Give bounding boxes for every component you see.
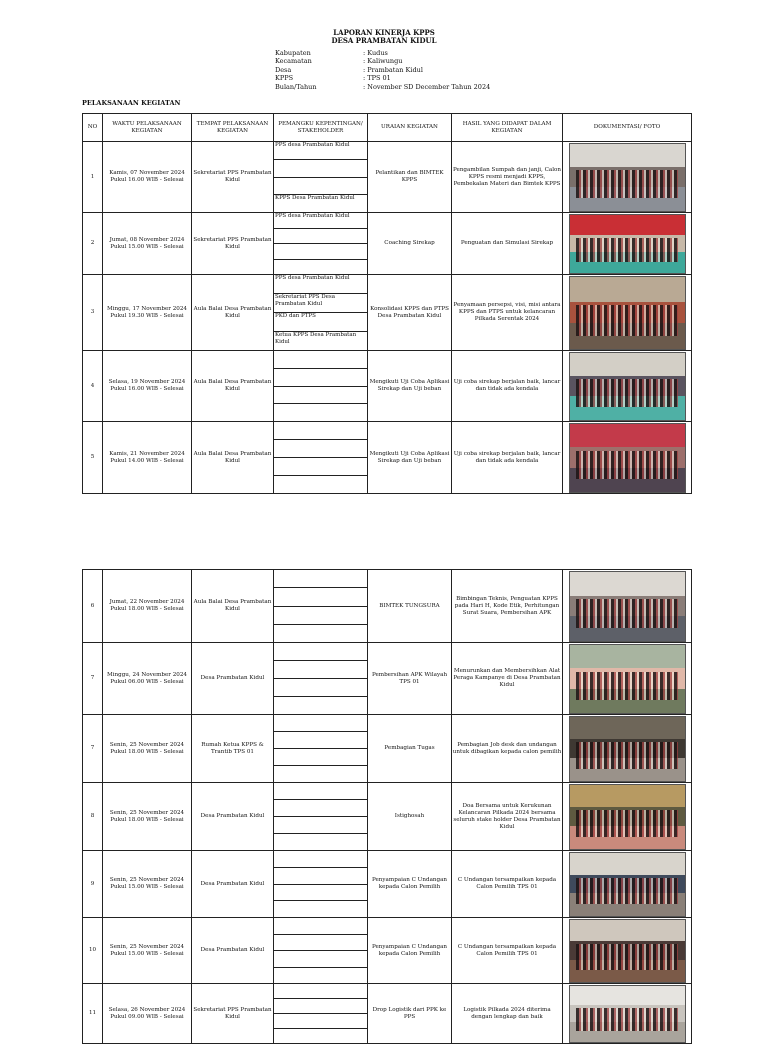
meta-value: : Kudus <box>363 49 388 57</box>
stakeholder-entry <box>274 851 367 868</box>
photo-band <box>570 277 685 302</box>
activity-time: Senin, 25 November 2024 Pukul 15.00 WIB - Selesai <box>103 918 192 984</box>
stakeholder-entry <box>274 661 367 679</box>
meta-row <box>275 83 490 91</box>
stakeholder-entry <box>274 935 367 952</box>
activity-result: C Undangan tersampaikan kepada Calon Pemilih TPS 01 <box>452 851 563 918</box>
activity-result: C Undangan tersampaikan kepada Calon Pemilih TPS 01 <box>452 918 563 984</box>
stakeholder-cell <box>274 213 368 275</box>
activity-result: Menurunkan dan Membersihkan Alat Peraga Kampanye di Desa Prambatan Kidul <box>452 643 563 715</box>
activity-description: Mengikuti Uji Coba Aplikasi Sirekap dan Uji beban <box>368 422 452 494</box>
stakeholder-entry <box>274 749 367 766</box>
stakeholder-entry <box>274 766 367 782</box>
table-row <box>83 213 692 275</box>
documentation-photo <box>569 644 686 714</box>
stakeholder-entry <box>274 229 367 245</box>
stakeholder-entry <box>274 868 367 885</box>
meta-row <box>275 57 490 65</box>
activity-time: Jumat, 08 November 2024 Pukul 15.00 WIB - Selesai <box>103 213 192 275</box>
column-header: WAKTU PELAKSANAAN KEGIATAN <box>103 114 192 142</box>
photo-band <box>570 853 685 875</box>
stakeholder-entry: PKD dan PTPS <box>274 313 367 332</box>
photo-band <box>570 353 685 376</box>
activity-place: Aula Balai Desa Prambatan Kidul <box>192 570 274 643</box>
photo-people <box>576 810 677 837</box>
table-row <box>83 142 692 213</box>
stakeholder-entry: PPS desa Prambatan Kidul <box>274 275 367 294</box>
stakeholder-cell <box>274 570 368 643</box>
documentation-photo <box>569 571 686 642</box>
meta-label: KPPS <box>275 74 294 83</box>
meta-row <box>275 66 490 74</box>
activity-description: Mengikuti Uji Coba Aplikasi Sirekap dan Uji beban <box>368 351 452 422</box>
table-row <box>83 984 692 1044</box>
stakeholder-entry <box>274 440 367 458</box>
documentation-photo <box>569 784 686 850</box>
photo-people <box>576 238 677 262</box>
documentation-photo <box>569 423 686 493</box>
column-header: URAIAN KEGIATAN <box>368 114 452 142</box>
activity-result: Bimbingan Teknis, Penguatan KPPS pada Hari H, Kode Etik, Perhitungan Surat Suara, Pembersihan APK <box>452 570 563 643</box>
stakeholder-list <box>274 851 367 917</box>
activity-result: Doa Bersama untuk Kerukunan Kelancaran Pilkada 2024 bersama seluruh stake holder Desa Prambatan Kidul <box>452 783 563 851</box>
row-number: 3 <box>83 275 103 351</box>
activity-description: Pelantikan dan BIMTEK KPPS <box>368 142 452 213</box>
report-meta <box>275 49 490 91</box>
stakeholder-list <box>274 783 367 850</box>
documentation-cell <box>563 570 692 643</box>
row-number: 11 <box>83 984 103 1044</box>
row-number: 6 <box>83 570 103 643</box>
activity-time: Minggu, 24 November 2024 Pukul 06.00 WIB - Selesai <box>103 643 192 715</box>
stakeholder-entry <box>274 387 367 405</box>
row-number: 7 <box>83 715 103 783</box>
documentation-cell <box>563 275 692 351</box>
meta-row <box>275 49 490 57</box>
stakeholder-entry <box>274 783 367 800</box>
meta-label: Desa <box>275 65 292 74</box>
photo-band <box>570 144 685 167</box>
stakeholder-entry <box>274 715 367 732</box>
activity-time: Selasa, 19 November 2024 Pukul 16.00 WIB - Selesai <box>103 351 192 422</box>
activity-place: Sekretariat PPS Prambatan Kidul <box>192 213 274 275</box>
stakeholder-cell <box>274 351 368 422</box>
row-number: 5 <box>83 422 103 494</box>
table-row <box>83 570 692 643</box>
activity-description: Penyampaian C Undangan kepada Calon Pemilih <box>368 851 452 918</box>
stakeholder-entry <box>274 834 367 850</box>
stakeholder-entry <box>274 918 367 935</box>
stakeholder-list <box>274 918 367 983</box>
table-row <box>83 851 692 918</box>
stakeholder-entry <box>274 351 367 369</box>
documentation-cell <box>563 918 692 984</box>
stakeholder-entry <box>274 607 367 625</box>
activity-description: Pembagian Tugas <box>368 715 452 783</box>
activity-time: Senin, 25 November 2024 Pukul 15.00 WIB - Selesai <box>103 851 192 918</box>
stakeholder-entry <box>274 951 367 968</box>
stakeholder-entry <box>274 260 367 275</box>
photo-people <box>576 170 677 198</box>
meta-label: Kabupaten <box>275 49 311 57</box>
stakeholder-entry <box>274 1014 367 1029</box>
activity-result: Logistik Pilkada 2024 diterima dengan lengkap dan baik <box>452 984 563 1044</box>
activity-result: Pembagian Job desk dan undangan untuk dibagikan kepada calon pemilih <box>452 715 563 783</box>
stakeholder-cell <box>274 984 368 1044</box>
stakeholder-entry <box>274 369 367 387</box>
documentation-cell <box>563 142 692 213</box>
photo-band <box>570 986 685 1006</box>
stakeholder-list <box>274 715 367 782</box>
activity-place: Sekretariat PPS Prambatan Kidul <box>192 142 274 213</box>
stakeholder-entry <box>274 697 367 714</box>
stakeholder-entry: Sekretariat PPS Desa Prambatan Kidul <box>274 294 367 313</box>
section-title: PELAKSANAAN KEGIATAN <box>82 99 181 107</box>
activity-table-page2 <box>82 569 692 1044</box>
stakeholder-list <box>274 275 367 350</box>
stakeholder-entry <box>274 999 367 1014</box>
activity-place: Sekretariat PPS Prambatan Kidul <box>192 984 274 1044</box>
activity-place: Desa Prambatan Kidul <box>192 851 274 918</box>
activity-description: Drop Logistik dari PPK ke PPS <box>368 984 452 1044</box>
activity-time: Jumat, 22 November 2024 Pukul 18.00 WIB - Selesai <box>103 570 192 643</box>
activity-time: Senin, 25 November 2024 Pukul 18.00 WIB - Selesai <box>103 783 192 851</box>
stakeholder-cell <box>274 918 368 984</box>
stakeholder-entry <box>274 968 367 984</box>
stakeholder-entry <box>274 570 367 588</box>
meta-label: Bulan/Tahun <box>275 82 317 91</box>
documentation-photo <box>569 352 686 421</box>
meta-row <box>275 74 490 82</box>
documentation-cell <box>563 851 692 918</box>
report-title: LAPORAN KINERJA KPPS <box>333 28 435 37</box>
stakeholder-list <box>274 570 367 642</box>
stakeholder-entry <box>274 244 367 260</box>
table-row <box>83 783 692 851</box>
photo-band <box>570 785 685 807</box>
activity-place: Aula Balai Desa Prambatan Kidul <box>192 422 274 494</box>
photo-people <box>576 379 677 407</box>
stakeholder-entry <box>274 404 367 421</box>
stakeholder-entry <box>274 422 367 440</box>
photo-people <box>576 599 677 628</box>
stakeholder-cell <box>274 851 368 918</box>
activity-place: Desa Prambatan Kidul <box>192 783 274 851</box>
stakeholder-cell <box>274 783 368 851</box>
activity-result: Penguatan dan Simulasi Sirekap <box>452 213 563 275</box>
photo-band <box>570 215 685 235</box>
stakeholder-entry: PPS desa Prambatan Kidul <box>274 142 367 160</box>
photo-people <box>576 672 677 701</box>
column-header: PEMANGKU KEPENTINGAN/ STAKEHOLDER <box>274 114 368 142</box>
meta-label: Kecamatan <box>275 57 312 66</box>
row-number: 9 <box>83 851 103 918</box>
table-header <box>83 114 692 142</box>
stakeholder-entry <box>274 885 367 902</box>
stakeholder-entry <box>274 1029 367 1043</box>
photo-band <box>570 645 685 669</box>
activity-time: Kamis, 07 November 2024 Pukul 16.00 WIB - Selesai <box>103 142 192 213</box>
stakeholder-entry <box>274 984 367 999</box>
meta-value: : Prambatan Kidul <box>363 65 423 74</box>
stakeholder-entry: KPPS Desa Prambatan Kidul <box>275 195 355 202</box>
stakeholder-cell <box>274 142 368 213</box>
row-number: 2 <box>83 213 103 275</box>
stakeholder-entry <box>274 817 367 834</box>
stakeholder-list <box>274 643 367 714</box>
activity-result: Uji coba sirekap berjalan baik, lancar dan tidak ada kendala <box>452 422 563 494</box>
activity-description: Penyampaian C Undangan kepada Calon Pemilih <box>368 918 452 984</box>
column-header: DOKUMENTASI/ FOTO <box>563 114 692 142</box>
stakeholder-cell <box>274 715 368 783</box>
row-number: 1 <box>83 142 103 213</box>
activity-result: Pengambilan Sumpah dan janji, Calon KPPS resmi menjadi KPPS, Pembekalan Materi dan Bimtek KPPS <box>452 142 563 213</box>
stakeholder-entry <box>274 160 367 178</box>
stakeholder-entry <box>274 458 367 476</box>
documentation-cell <box>563 351 692 422</box>
column-header: NO <box>83 114 103 142</box>
activity-place: Rumah Ketua KPPS & Trantib TPS 01 <box>192 715 274 783</box>
activity-description: Istighosah <box>368 783 452 851</box>
meta-value: : Kaliwungu <box>363 57 403 66</box>
table-row <box>83 643 692 715</box>
documentation-photo <box>569 716 686 782</box>
documentation-cell <box>563 715 692 783</box>
row-number: 7 <box>83 643 103 715</box>
documentation-cell <box>563 643 692 715</box>
documentation-photo <box>569 985 686 1043</box>
photo-band <box>570 424 685 448</box>
stakeholder-entry <box>274 643 367 661</box>
activity-place: Desa Prambatan Kidul <box>192 918 274 984</box>
table-row <box>83 351 692 422</box>
stakeholder-list <box>274 142 367 212</box>
table-row <box>83 422 692 494</box>
stakeholder-entry <box>274 588 367 606</box>
stakeholder-cell <box>274 275 368 351</box>
photo-people <box>576 305 677 335</box>
activity-time: Minggu, 17 November 2024 Pukul 19.30 WIB - Selesai <box>103 275 192 351</box>
activity-place: Aula Balai Desa Prambatan Kidul <box>192 275 274 351</box>
activity-time: Kamis, 21 November 2024 Pukul 14.00 WIB - Selesai <box>103 422 192 494</box>
stakeholder-entry <box>274 476 367 493</box>
photo-people <box>576 742 677 769</box>
photo-band <box>570 572 685 596</box>
table-row <box>83 715 692 783</box>
activity-description: Konsolidasi KPPS dan PTPS Desa Prambatan Kidul <box>368 275 452 351</box>
photo-band <box>570 920 685 942</box>
row-number: 4 <box>83 351 103 422</box>
stakeholder-list <box>274 984 367 1043</box>
stakeholder-entry <box>274 625 367 642</box>
activity-description: Coaching Sirekap <box>368 213 452 275</box>
documentation-cell <box>563 783 692 851</box>
stakeholder-entry: Ketua KPPS Desa Prambatan Kidul <box>275 332 357 345</box>
table-row <box>83 918 692 984</box>
stakeholder-entry <box>274 178 367 196</box>
stakeholder-list <box>274 213 367 274</box>
stakeholder-entry: PPS desa Prambatan Kidul <box>274 213 367 229</box>
documentation-cell <box>563 422 692 494</box>
photo-band <box>570 717 685 739</box>
activity-time: Senin, 25 November 2024 Pukul 18.00 WIB - Selesai <box>103 715 192 783</box>
stakeholder-entry <box>274 679 367 697</box>
activity-time: Selasa, 26 November 2024 Pukul 09.00 WIB - Selesai <box>103 984 192 1044</box>
stakeholder-list <box>274 422 367 493</box>
report-subtitle: DESA PRAMBATAN KIDUL <box>331 36 437 45</box>
documentation-photo <box>569 143 686 212</box>
activity-result: Penyamaan persepsi, visi, misi antara KPPS dan PTPS untuk kelancaran Pilkada Serentak 2024 <box>452 275 563 351</box>
row-number: 10 <box>83 918 103 984</box>
column-header: HASIL YANG DIDAPAT DALAM KEGIATAN <box>452 114 563 142</box>
activity-table-page1 <box>82 113 692 494</box>
activity-place: Aula Balai Desa Prambatan Kidul <box>192 351 274 422</box>
activity-description: Pembersihan APK Wilayah TPS 01 <box>368 643 452 715</box>
meta-value: : TPS 01 <box>363 74 391 83</box>
stakeholder-cell <box>274 643 368 715</box>
documentation-photo <box>569 852 686 917</box>
activity-result: Uji coba sirekap berjalan baik, lancar dan tidak ada kendala <box>452 351 563 422</box>
meta-value: : November SD December Tahun 2024 <box>363 82 491 91</box>
stakeholder-entry <box>274 901 367 917</box>
stakeholder-entry <box>274 800 367 817</box>
photo-people <box>576 1008 677 1032</box>
photo-people <box>576 878 677 904</box>
activity-place: Desa Prambatan Kidul <box>192 643 274 715</box>
stakeholder-list <box>274 351 367 421</box>
row-number: 8 <box>83 783 103 851</box>
documentation-photo <box>569 919 686 983</box>
photo-people <box>576 451 677 480</box>
documentation-cell <box>563 984 692 1044</box>
activity-description: BIMTEK TUNGSURA <box>368 570 452 643</box>
documentation-cell <box>563 213 692 275</box>
table-row <box>83 275 692 351</box>
documentation-photo <box>569 214 686 274</box>
documentation-photo <box>569 276 686 350</box>
column-header: TEMPAT PELAKSANAAN KEGIATAN <box>192 114 274 142</box>
photo-people <box>576 944 677 970</box>
stakeholder-entry <box>274 732 367 749</box>
stakeholder-cell <box>274 422 368 494</box>
